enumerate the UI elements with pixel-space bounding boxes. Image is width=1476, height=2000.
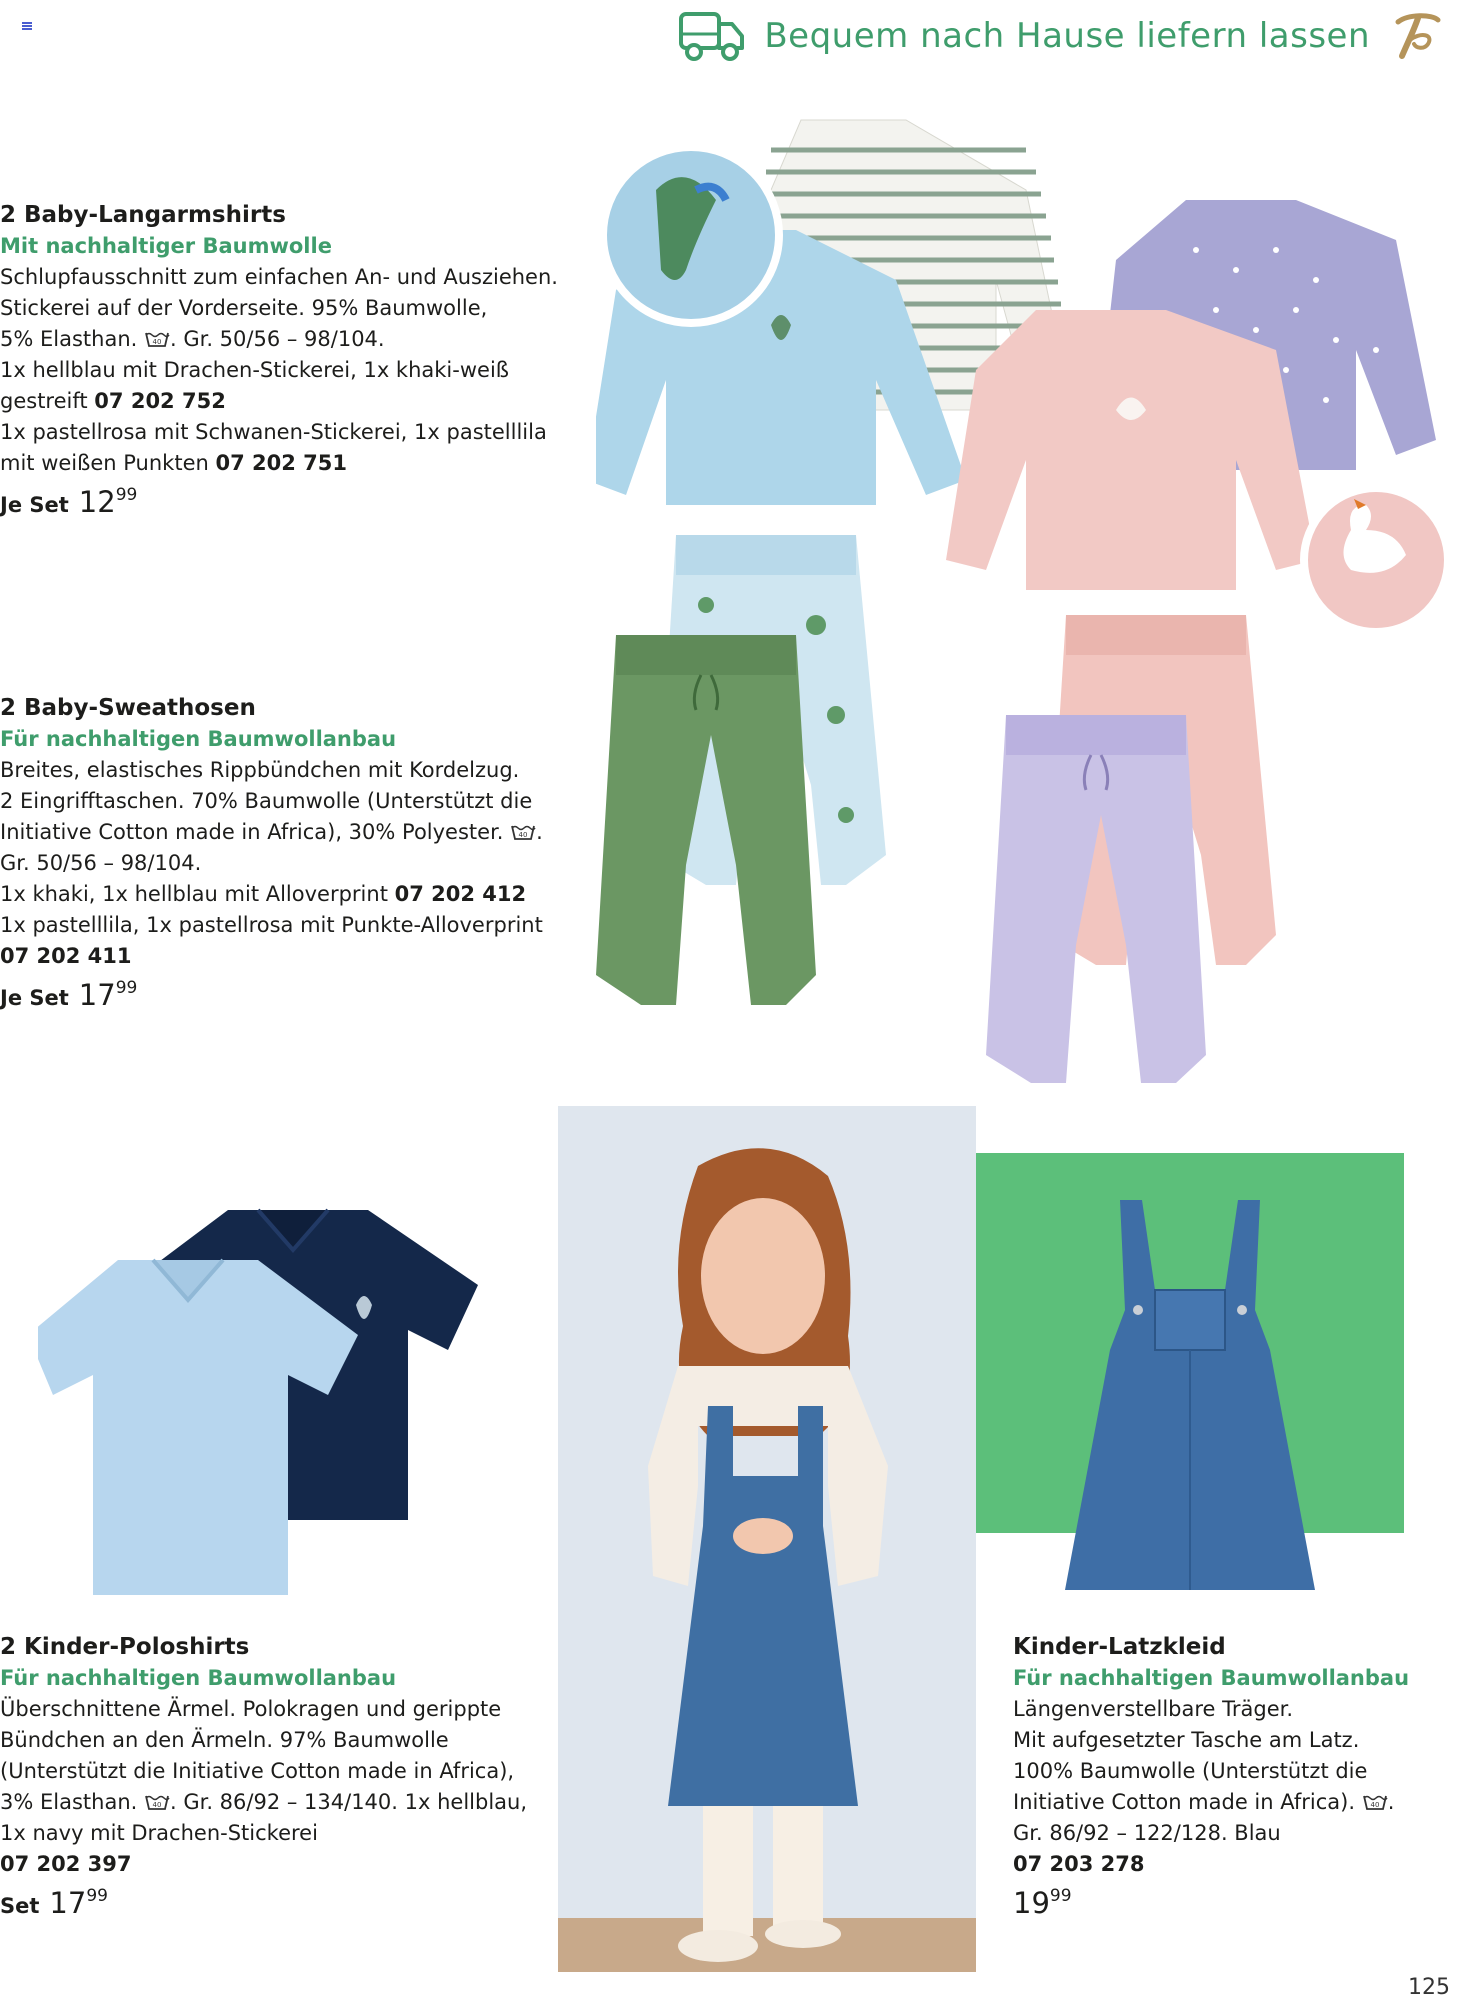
product-subtitle: Mit nachhaltiger Baumwolle: [0, 234, 332, 258]
polo-shirts-image: [38, 1190, 498, 1600]
page-number: 125: [1408, 1975, 1450, 2000]
price-prefix: Je Set: [0, 493, 69, 517]
delivery-truck-icon: [678, 8, 746, 64]
price-prefix: Je Set: [0, 986, 69, 1010]
price-prefix: Set: [0, 1894, 40, 1918]
product-langarmshirts: [0, 200, 560, 523]
price: [0, 1888, 560, 1924]
price-cents: 99: [86, 1886, 108, 1906]
article-number: 07 202 412: [394, 882, 527, 906]
product-subtitle: Für nachhaltigen Baumwollanbau: [1013, 1666, 1410, 1690]
price-cents: 99: [115, 978, 138, 998]
header-title: Bequem nach Hause liefern lassen: [764, 16, 1370, 56]
product-sweathosen: [0, 693, 560, 1016]
girl-in-pinafore-photo: [558, 1106, 976, 1972]
price-cents: 99: [115, 485, 138, 505]
price-cents: 99: [1049, 1886, 1072, 1906]
article-number: 07 202 411: [0, 944, 132, 968]
wash-40-icon: [144, 330, 170, 348]
article-number: 07 203 278: [1013, 1852, 1145, 1876]
product-description: Breites, elastisches Rippbündchen mit Kordelzug. 2 Eingrifftaschen. 70% Baumwolle (Unterstützt die Initiative Cotton made in Africa), 30% Polyester. 40 . Gr. 50/56 – 98/104. 1x khaki, 1x hellblau mit Alloverprint 07 202 412 1x pastelllila, 1x pastellrosa mit Punkte-Alloverprint 07 202 411: [0, 758, 543, 968]
product-latzkleid: [1013, 1632, 1453, 1924]
brand-logo-icon: [1388, 8, 1444, 64]
article-number: 07 202 751: [215, 451, 348, 475]
product-description: Schlupfausschnitt zum einfachen An- und Ausziehen. Stickerei auf der Vorderseite. 95% Baumwolle, 5% Elasthan. 40 . Gr. 50/56 – 98/104. 1x hellblau mit Drachen-Stickerei, 1x khaki-weiß gestreift 07 202 752 1x pastellrosa mit Schwanen-Stickerei, 1x pastelllila mit weißen Punkten 07 202 751: [0, 265, 558, 475]
wash-40-icon: [510, 823, 536, 841]
price-main: 19: [1013, 1886, 1050, 1920]
header: [678, 6, 1444, 66]
product-description: Überschnittene Ärmel. Polokragen und gerippte Bündchen an den Ärmeln. 97% Baumwolle (Unterstützt die Initiative Cotton made in Africa), 3% Elasthan. 40 . Gr. 86/92 – 134/140. 1x hellblau, 1x navy mit Drachen-Stickerei 07 202 397: [0, 1697, 528, 1876]
price: [0, 980, 560, 1016]
product-title: 2 Baby-Langarmshirts: [0, 202, 286, 228]
svg-text:40: 40: [518, 831, 528, 839]
price-main: 17: [78, 978, 116, 1012]
sweatpants-image: [596, 535, 1296, 1090]
svg-text:40: 40: [1370, 1801, 1380, 1809]
price: [0, 487, 560, 523]
svg-text:40: 40: [152, 1801, 162, 1809]
price: [1013, 1888, 1453, 1924]
price-main: 12: [78, 485, 116, 519]
article-number: 07 202 752: [94, 389, 226, 413]
price-main: 17: [49, 1886, 87, 1920]
svg-text:40: 40: [152, 338, 162, 346]
denim-pinafore-dress-image: [1060, 1200, 1320, 1600]
product-description: Längenverstellbare Träger. Mit aufgesetzter Tasche am Latz. 100% Baumwolle (Unterstützt die Initiative Cotton made in Africa). 40 . Gr. 86/92 – 122/128. Blau 07 203 278: [1013, 1697, 1395, 1876]
wash-40-icon: [144, 1793, 170, 1811]
product-title: 2 Baby-Sweathosen: [0, 695, 256, 721]
product-title: 2 Kinder-Poloshirts: [0, 1634, 250, 1660]
product-title: Kinder-Latzkleid: [1013, 1634, 1226, 1660]
product-subtitle: Für nachhaltigen Baumwollanbau: [0, 1666, 397, 1690]
product-poloshirts: [0, 1632, 560, 1924]
wash-40-icon: [1362, 1793, 1388, 1811]
menu-icon[interactable]: [22, 22, 32, 30]
article-number: 07 202 397: [0, 1852, 132, 1876]
product-subtitle: Für nachhaltigen Baumwollanbau: [0, 727, 397, 751]
